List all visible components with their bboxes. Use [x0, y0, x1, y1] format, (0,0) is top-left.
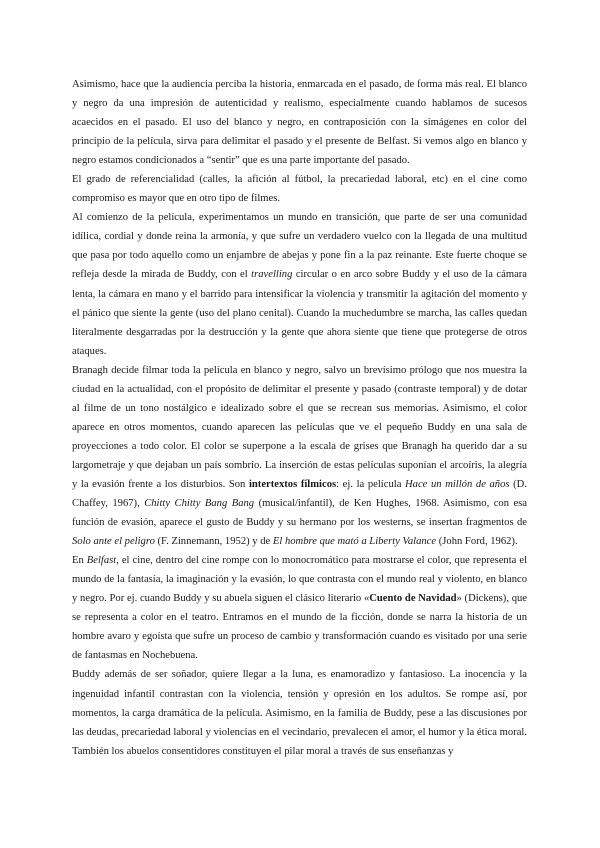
text-run: » (Dickens), que se representa a color en el teatro. Entramos en el mundo de la ficción, donde se narra la historia de un hombre avaro y egoísta que sufre un proceso de cambio y transformación cuando es visitado por una serie de fantasmas en Nochebuena. [72, 593, 527, 662]
bold-text-run: intertextos fílmicos [248, 478, 337, 490]
italic-text-run: travelling [251, 269, 293, 281]
paragraph [72, 361, 527, 551]
text-run: el cine, dentro del cine rompe con lo monocromático para mostrarse el color, que representa el mundo de la fantasía, la imaginación y la evasión, lo que contrasta con el mundo real y violento, en blanco y negro. Por ej. cuando Buddy y su abuela siguen el clásico literario « [72, 555, 528, 605]
italic-text-run: Hace un millón de años [405, 478, 510, 490]
text-run: El grado de referencialidad (calles, la afición al fútbol, la precariedad laboral, etc) en el cine como compromiso es mayor que en otro tipo de filmes. [72, 174, 527, 205]
text-run: Branagh decide filmar toda la película en blanco y negro, salvo un brevísimo prólogo que nos muestra la ciudad en la actualidad, con el propósito de delimitar el presente y pasado (contraste temporal) y de dotar al filme de un tono nostálgico e idealizado sobre el que se recrean sus memorias. Asimismo, el color aparece en otros momentos, cuando aparecen las películas que ve el pequeño Buddy en una sala de proyecciones a todo color. El color se superpone a la escala de grises que Branagh ha querido dar a su largometraje y que dejaban un país sombrío. La inserción de estas películas suponían el arcoíris, la alegría y la evasión frente a los disturbios. Son [72, 364, 527, 490]
text-run: circular o en arco sobre Buddy y el uso de la cámara lenta, la cámara en mano y el barrido para intensificar la violencia y transmitir la agitación del momento y el pánico que siente la gente (uso del plano cenital). Cuando la muchedumbre se marcha, las calles quedan literalmente desgarradas por la destrucción y la gente que ahora siente que tiene que protegerse de otros ataques. [72, 269, 527, 357]
text-run: En [72, 555, 87, 567]
paragraph [72, 170, 527, 208]
italic-text-run: Solo ante el peligro [72, 536, 155, 548]
text-run: (John Ford, 1962). [436, 536, 518, 548]
text-run: (D. Chaffey, 1967), [72, 478, 527, 510]
text-run: Buddy además de ser soñador, quiere llegar a la luna, es enamoradizo y fantasioso. La inocencia y la ingenuidad infantil contrastan con la violencia, tensión y opresión en los adultos. Se rompe así, por momentos, la carga dramática de la película. Asimismo, en la familia de Buddy, pese a las discusiones por las deudas, precariedad laboral y violencias en el vecindario, prevalecen el amor, el humor y la ética moral. También los abuelos consentidores constituyen el pilar moral a través de sus enseñanzas y [72, 669, 527, 757]
paragraph [72, 665, 527, 760]
text-run: Al comienzo de la película, experimentamos un mundo en transición, que parte de ser una comunidad idílica, cordial y donde reina la armonía, y que sufre un verdadero vuelco con la llegada de una multitud que pasa por todo aquello como un enjambre de abejas y pone fin a la paz reinante. Este fuerte choque se refleja desde la mirada de Buddy, con el [72, 212, 527, 281]
paragraph [72, 551, 527, 665]
italic-text-run: Chitty Chitty Bang Bang [144, 498, 255, 510]
body-text [72, 75, 527, 761]
text-run: (musical/infantil), de Ken Hughes, 1968. Asimismo, con esa función de evasión, aparece el gusto de Buddy y su hermano por los westerns, se insertan fragmentos de [72, 498, 527, 529]
paragraph [72, 75, 527, 170]
italic-text-run: Belfast, [86, 555, 119, 567]
paragraph [72, 208, 527, 360]
italic-text-run: El hombre que mató a Liberty Valance [272, 536, 437, 548]
bold-text-run: Cuento de Navidad [369, 593, 457, 605]
text-run: : ej. la película [336, 478, 406, 490]
text-run: Asimismo, hace que la audiencia perciba la historia, enmarcada en el pasado, de forma más real. El blanco y negro da una impresión de autenticidad y realismo, especialmente cuando hablamos de sucesos acaecidos en el pasado. El uso del blanco y negro, en contraposición con la simágenes en color del principio de la película, sirva para delimitar el pasado y el presente de Belfast. Si vemos algo en blanco y negro estamos condicionados a “sentir” que es una parte importante del pasado. [72, 79, 527, 167]
text-run: (F. Zinnemann, 1952) y de [154, 536, 273, 548]
